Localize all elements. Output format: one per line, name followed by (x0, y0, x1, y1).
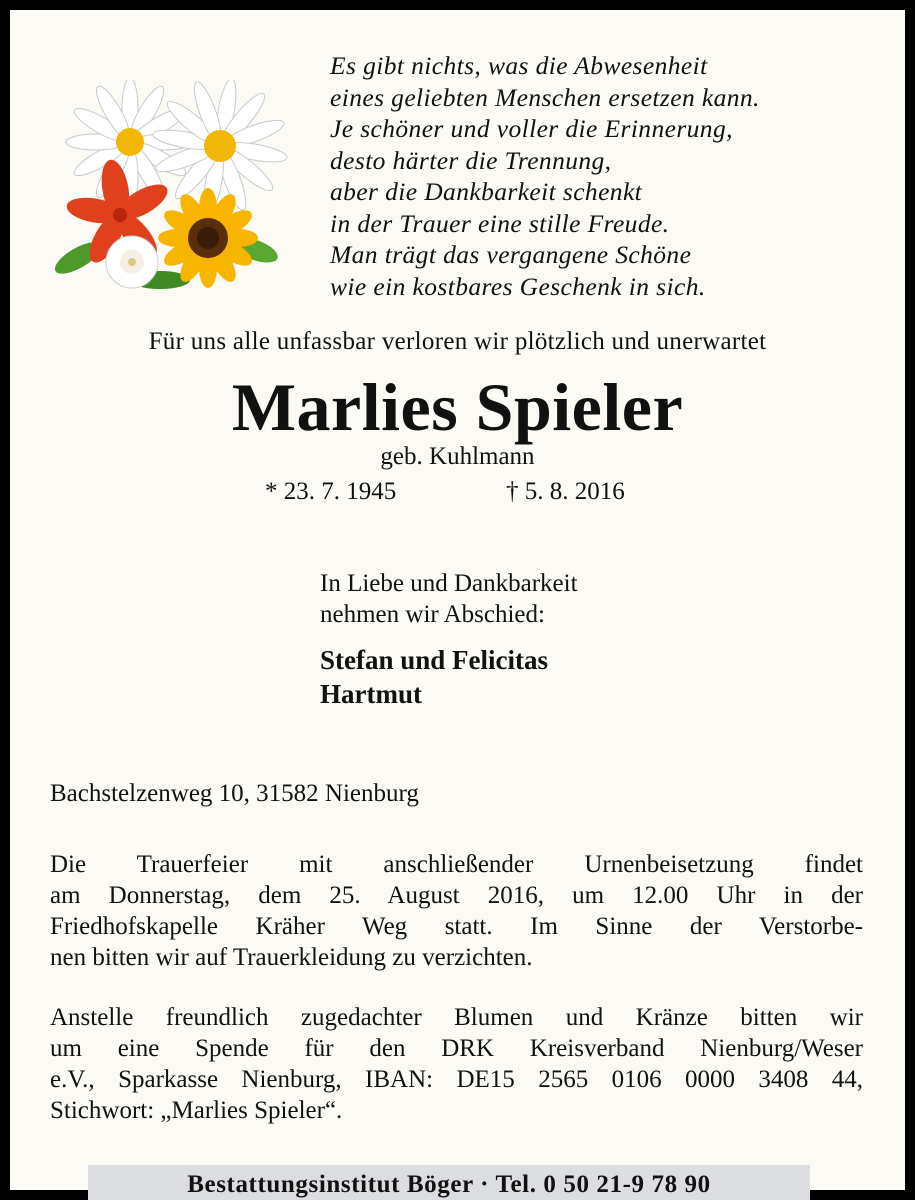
paragraph-line: am Donnerstag, dem 25. August 2016, um 12.00 Uhr in der (50, 882, 863, 909)
paragraph-line: e.V., Sparkasse Nienburg, IBAN: DE15 2565 0106 0000 3408 44, (50, 1066, 863, 1093)
mourner-name: Stefan und Felicitas (320, 645, 549, 675)
poem-line: eines geliebten Menschen ersetzen kann. (330, 82, 760, 112)
farewell-line: In Liebe und Dankbarkeit (320, 570, 578, 597)
poem (330, 50, 760, 302)
maiden-name: geb. Kuhlmann (380, 443, 535, 470)
poem-line: wie ein kostbares Geschenk in sich. (330, 271, 706, 301)
paragraph-line: Friedhofskapelle Kräher Weg statt. Im Sinne der Verstorbe- (50, 913, 863, 940)
funeral-home-footer: Bestattungsinstitut Böger · Tel. 0 50 21-9 78 90 (88, 1165, 810, 1200)
birth-date: * 23. 7. 1945 (265, 478, 397, 505)
flower-bouquet-icon (50, 80, 295, 295)
farewell-text (320, 568, 578, 630)
mourner-name: Hartmut (320, 679, 422, 709)
poem-line: in der Trauer eine stille Freude. (330, 208, 670, 238)
poem-line: desto härter die Trennung, (330, 145, 612, 175)
poem-line: Je schöner und voller die Erinnerung, (330, 114, 733, 143)
donation-paragraph (50, 1002, 863, 1126)
deceased-name: Marlies Spieler (231, 369, 684, 445)
poem-line: Es gibt nichts, was die Abwesenheit (330, 51, 708, 80)
intro-text: Für uns alle unfassbar verloren wir plötzlich und unerwartet (148, 328, 767, 355)
paragraph-line: Stichwort: „Marlies Spieler“. (50, 1097, 343, 1124)
paragraph-line: Die Trauerfeier mit anschließender Urnenbeisetzung findet (50, 851, 863, 878)
death-date: † 5. 8. 2016 (506, 478, 625, 505)
paragraph-line: Anstelle freundlich zugedachter Blumen und Kränze bitten wir (50, 1004, 863, 1031)
address: Bachstelzenweg 10, 31582 Nienburg (50, 780, 419, 807)
paragraph-line: um eine Spende für den DRK Kreisverband Nienburg/Weser (50, 1035, 863, 1062)
poem-line: aber die Dankbarkeit schenkt (330, 177, 643, 206)
poem-line: Man trägt das vergangene Schöne (330, 240, 692, 269)
ceremony-paragraph (50, 849, 863, 973)
farewell-line: nehmen wir Abschied: (320, 601, 545, 628)
paragraph-line: nen bitten wir auf Trauerkleidung zu verzichten. (50, 944, 533, 971)
mourners (320, 643, 548, 711)
